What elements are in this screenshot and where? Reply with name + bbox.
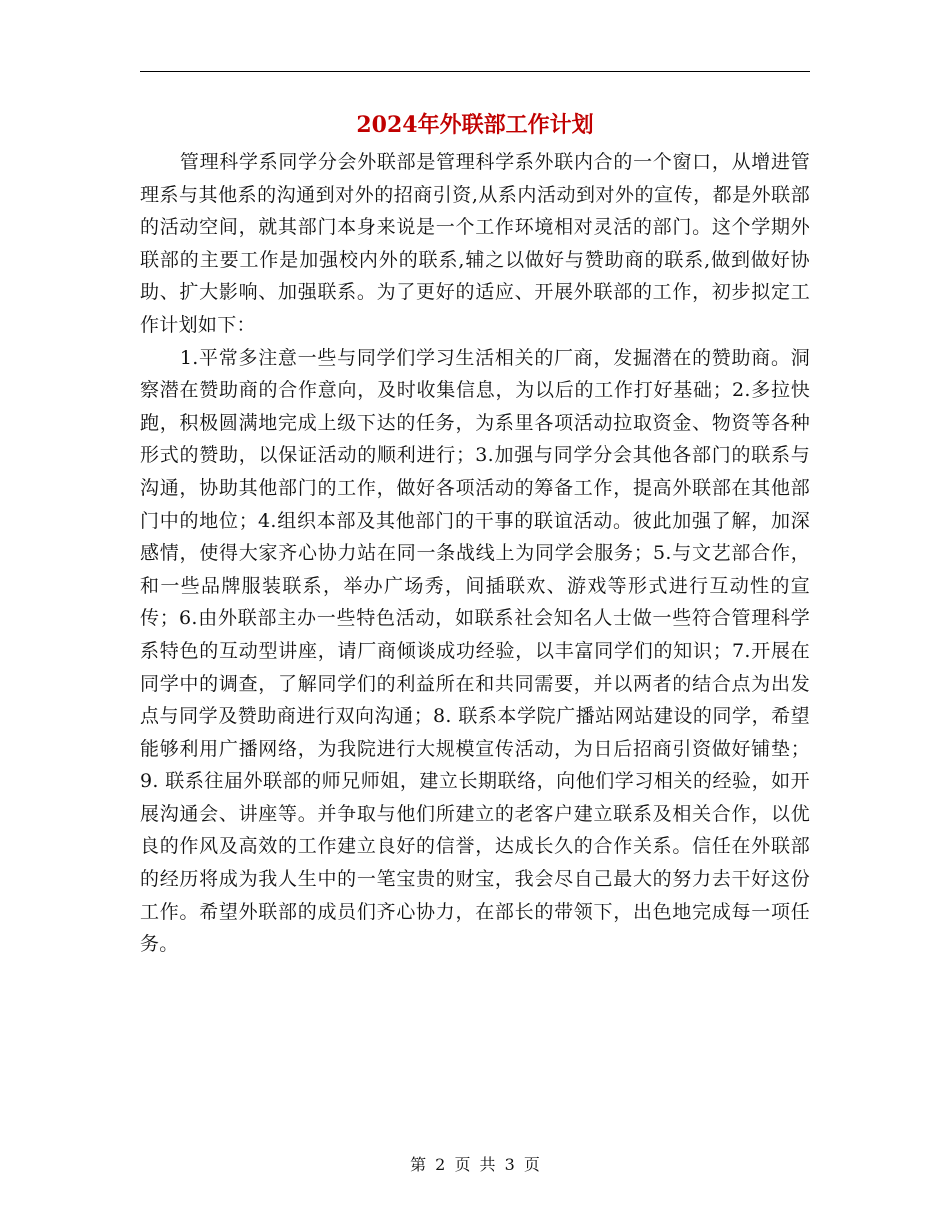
- header-rule: [140, 71, 810, 72]
- plan-items-paragraph: 1.平常多注意一些与同学们学习生活相关的厂商，发掘潜在的赞助商。洞察潜在赞助商的合作意向，及时收集信息，为以后的工作打好基础；2.多拉快跑，积极圆满地完成上级下达的任务，为系里各项活动拉取资金、物资等各种形式的赞助，以保证活动的顺利进行；3.加强与同学分会其他各部门的联系与沟通，协助其他部门的工作，做好各项活动的筹备工作，提高外联部在其他部门中的地位；4.组织本部及其他部门的干事的联谊活动。彼此加强了解，加深感情，使得大家齐心协力站在同一条战线上为同学会服务；5.与文艺部合作，和一些品牌服装联系，举办广场秀，间插联欢、游戏等形式进行互动性的宣传；6.由外联部主办一些特色活动，如联系社会知名人士做一些符合管理科学系特色的互动型讲座，请厂商倾谈成功经验，以丰富同学们的知识；7.开展在同学中的调查，了解同学们的利益所在和共同需要，并以两者的结合点为出发点与同学及赞助商进行双向沟通；8. 联系本学院广播站网站建设的同学，希望能够利用广播网络，为我院进行大规模宣传活动，为日后招商引资做好铺垫；9. 联系往届外联部的师兄师姐，建立长期联络，向他们学习相关的经验，如开展沟通会、讲座等。并争取与他们所建立的老客户建立联系及相关合作，以优良的作风及高效的工作建立良好的信誉，达成长久的合作关系。信任在外联部的经历将成为我人生中的一笔宝贵的财宝，我会尽自己最大的努力去干好这份工作。希望外联部的成员们齐心协力，在部长的带领下，出色地完成每一项任务。: [140, 346, 810, 956]
- document-title: 2024年外联部工作计划: [356, 112, 594, 138]
- intro-paragraph: 管理科学系同学分会外联部是管理科学系外联内合的一个窗口，从增进管理系与其他系的沟通到对外的招商引资,从系内活动到对外的宣传，都是外联部的活动空间，就其部门本身来说是一个工作环境相对灵活的部门。这个学期外联部的主要工作是加强校内外的联系,辅之以做好与赞助商的联系,做到做好协助、扩大影响、加强联系。为了更好的适应、开展外联部的工作，初步拟定工作计划如下：: [140, 151, 810, 336]
- document-body: [140, 146, 810, 961]
- page-number-footer: 第 2 页 共 3 页: [410, 1155, 540, 1174]
